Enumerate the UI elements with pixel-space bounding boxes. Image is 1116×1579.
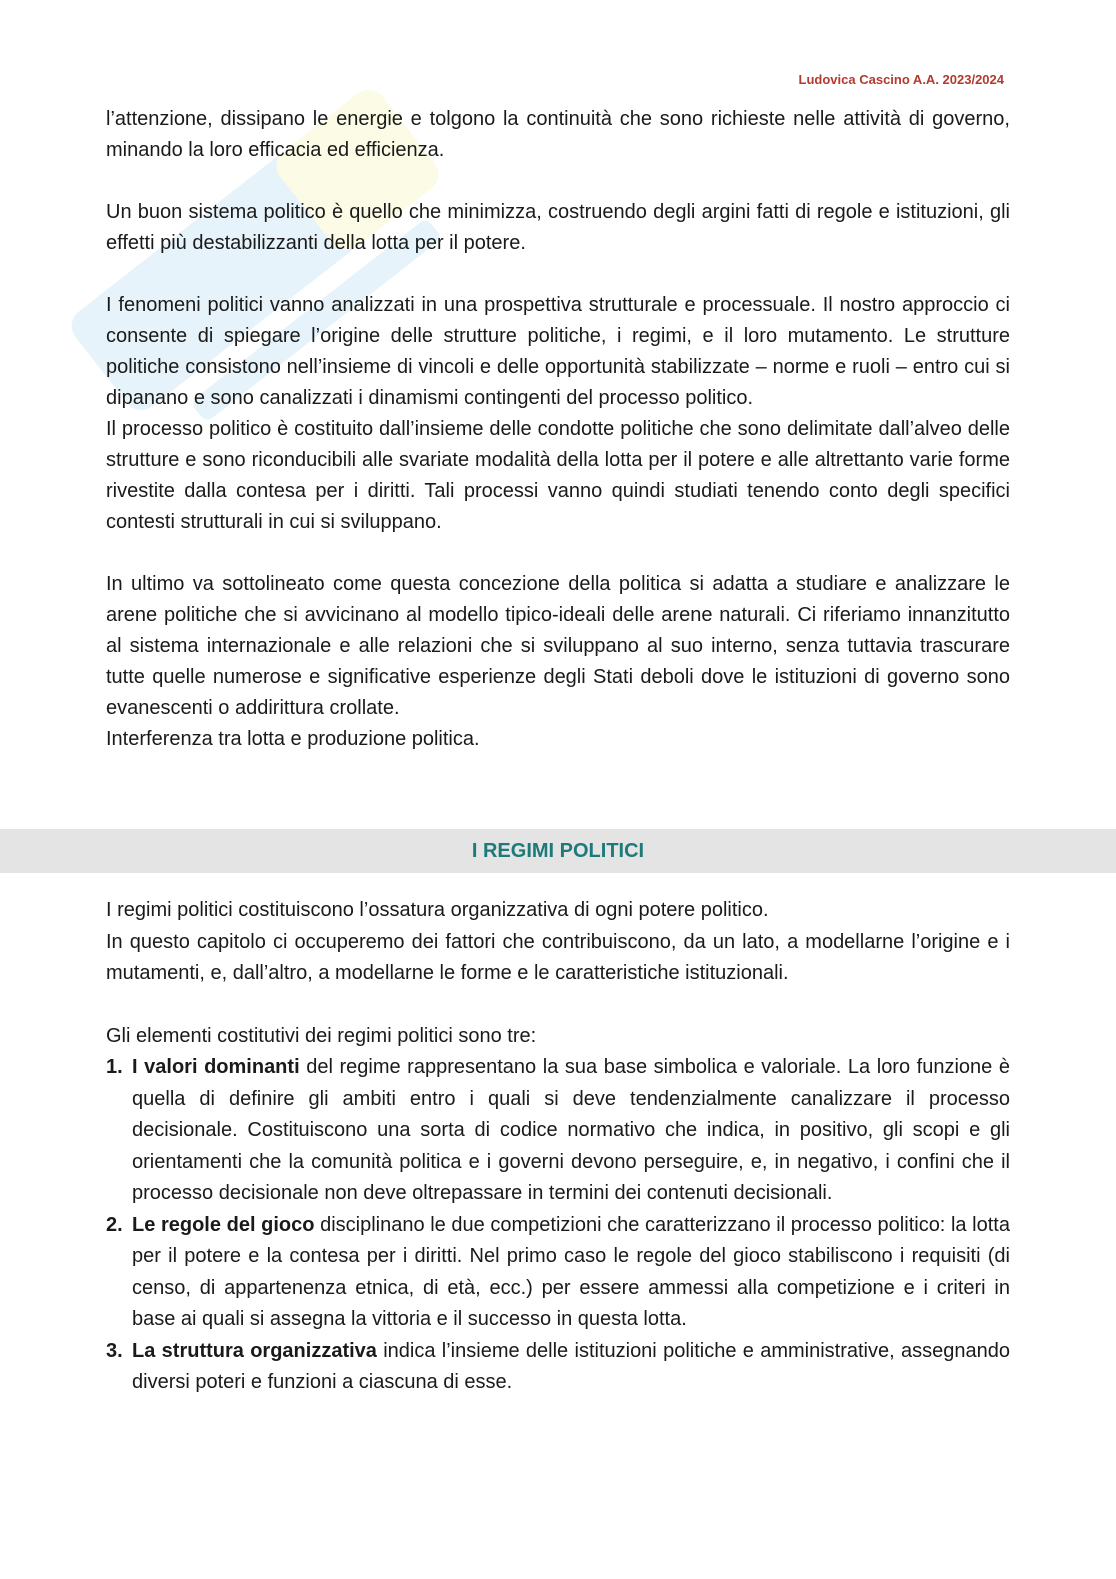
paragraph: In questo capitolo ci occuperemo dei fattori che contribuiscono, da un lato, a modellarne l’origine e i mutamenti, e, dall’altro, a modellarne le forme e le caratteristiche istituzionali. — [106, 930, 1010, 984]
intro-body — [106, 104, 1010, 755]
section-title: I REGIMI POLITICI — [471, 840, 645, 862]
paragraph: Interferenza tra lotta e produzione politica. — [106, 728, 480, 750]
list-term: Le regole del gioco — [132, 1213, 315, 1236]
paragraph: Il processo politico è costituito dall’insieme delle condotte politiche che sono delimitate dall’alveo delle strutture e sono riconducibili alle svariate modalità della lotta per il potere e alle altrettanto varie forme rivestite dalla contesa per i diritti. Tali processi vanno quindi studiati tenendo conto degli specifici contesti strutturali in cui si sviluppano. — [106, 418, 1010, 533]
paragraph: Un buon sistema politico è quello che minimizza, costruendo degli argini fatti di regole e istituzioni, gli effetti più destabilizzanti della lotta per il potere. — [106, 201, 1010, 254]
list-item — [106, 1336, 1010, 1399]
list-term: I valori dominanti — [132, 1056, 300, 1078]
list-text: del regime rappresentano la sua base simbolica e valoriale. La loro funzione è quella di definire gli ambiti entro i quali si deve tendenzialmente canalizzare il processo decisionale. Costituiscono una sorta di codice normativo che indica, in positivo, gli scopi e gli orientamenti che la comunità politica e i governi devono perseguire, e, in negativo, i confini che il processo decisionale non deve oltrepassare in termini dei contenuti decisionali. — [132, 1056, 1010, 1204]
paragraph: In ultimo va sottolineato come questa concezione della politica si adatta a studiare e analizzare le arene politiche che si avvicinano al modello tipico-ideali delle arene naturali. Ci riferiamo innanzitutto al sistema internazionale e alle relazioni che si sviluppano al suo interno, senza tuttavia trascurare tutte quelle numerose e significative esperienze degli Stati deboli dove le istituzioni di governo sono evanescenti o addirittura crollate. — [106, 573, 1010, 719]
paragraph: I regimi politici costituiscono l’ossatura organizzativa di ogni potere politico. — [106, 899, 769, 921]
list-text: disciplinano le due competizioni che caratterizzano il processo politico: la lotta per il potere e la contesa per i diritti. Nel primo caso le regole del gioco stabiliscono i requisiti (di censo, di appartenenza etnica, di età, ecc.) per essere ammessi alla competizione e i criteri in base ai quali si assegna la vittoria e il successo in questa lotta. — [132, 1213, 1010, 1330]
elements-list — [106, 1052, 1010, 1399]
paragraph: I fenomeni politici vanno analizzati in una prospettiva strutturale e processuale. Il nostro approccio ci consente di spiegare l’origine delle strutture politiche, i regimi, e il loro mutamento. Le strutture politiche consistono nell’insieme di vincoli e delle opportunità stabilizzate – norme e ruoli – entro cui si dipanano e sono canalizzati i dinamismi contingenti del processo politico. — [106, 294, 1010, 409]
paragraph: l’attenzione, dissipano le energie e tolgono la continuità che sono richieste nelle attività di governo, minando la loro efficacia ed efficienza. — [106, 108, 1010, 161]
list-item — [106, 1052, 1010, 1210]
list-term: La struttura organizzativa — [132, 1339, 377, 1362]
list-number: 1. — [106, 1056, 123, 1078]
list-text: indica l’insieme delle istituzioni politiche e amministrative, assegnando diversi poteri e funzioni a ciascuna di esse. — [132, 1339, 1010, 1393]
section-body — [106, 895, 1010, 1399]
document-header-author: Ludovica Cascino A.A. 2023/2024 — [798, 72, 1004, 87]
paragraph: Gli elementi costitutivi dei regimi politici sono tre: — [106, 1024, 537, 1047]
list-number: 2. — [106, 1213, 123, 1236]
list-number: 3. — [106, 1339, 123, 1362]
list-item — [106, 1210, 1010, 1336]
